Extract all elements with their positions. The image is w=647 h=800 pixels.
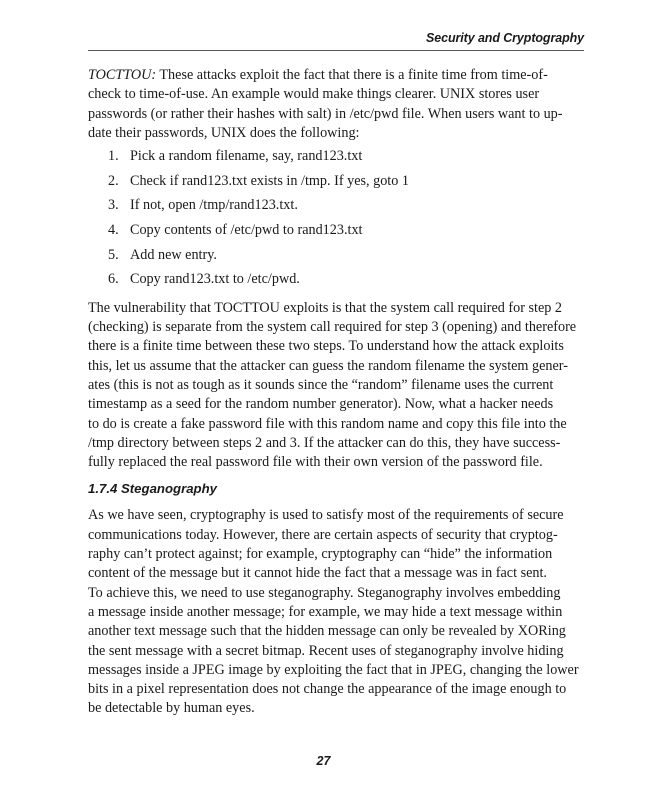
- list-text: Copy rand123.txt to /etc/pwd.: [130, 271, 300, 288]
- list-number: 4.: [108, 221, 119, 238]
- list-number: 6.: [108, 271, 119, 288]
- text-line: messages inside a JPEG image by exploiting the fact that in JPEG, changing the lower: [88, 661, 579, 678]
- text-line: fully replaced the real password file with their own version of the password file.: [88, 454, 543, 471]
- text-line: passwords (or rather their hashes with salt) in /etc/pwd file. When users want to up-: [88, 105, 563, 122]
- section-heading: 1.7.4 Steganography: [88, 481, 217, 497]
- text-line: raphy can’t protect against; for example, cryptography can “hide” the information: [88, 546, 553, 563]
- list-item: [88, 172, 584, 197]
- page-number: 27: [316, 754, 331, 768]
- text-line: another text message such that the hidden message can only be revealed by XORing: [88, 623, 566, 640]
- list-text: Pick a random filename, say, rand123.txt: [130, 148, 363, 165]
- list-item: [88, 270, 584, 295]
- list-number: 3.: [108, 197, 119, 214]
- list-text: If not, open /tmp/rand123.txt.: [130, 197, 298, 214]
- term-tocttou: TOCTTOU:: [88, 67, 157, 83]
- text-line: date their passwords, UNIX does the following:: [88, 124, 360, 141]
- vulnerability-paragraph: [88, 299, 584, 473]
- text-line: communications today. However, there are certain aspects of security that cryptog-: [88, 526, 558, 543]
- list-text: Add new entry.: [130, 246, 217, 263]
- list-text: Copy contents of /etc/pwd to rand123.txt: [130, 221, 363, 238]
- text-line: content of the message but it cannot hide the fact that a message was in fact sent.: [88, 565, 547, 582]
- list-number: 2.: [108, 172, 119, 189]
- text-line: be detectable by human eyes.: [88, 700, 255, 717]
- text-line: bits in a pixel representation does not change the appearance of the image enough to: [88, 681, 567, 698]
- text-line: to do is create a fake password file with this random name and copy this file into the: [88, 415, 567, 432]
- running-head: Security and Cryptography: [426, 31, 584, 45]
- steganography-paragraph: [88, 506, 584, 718]
- text-line: To achieve this, we need to use steganography. Steganography involves embedding: [88, 584, 561, 601]
- text-line: As we have seen, cryptography is used to satisfy most of the requirements of secure: [88, 507, 564, 524]
- text-line: TOCTTOU: These attacks exploit the fact that there is a finite time from time-of-: [88, 67, 548, 83]
- text-line: check to time-of-use. An example would make things clearer. UNIX stores user: [88, 86, 540, 103]
- list-item: [88, 147, 584, 172]
- intro-paragraph: [88, 66, 584, 143]
- list-item: [88, 221, 584, 246]
- list-text: Check if rand123.txt exists in /tmp. If yes, goto 1: [130, 172, 409, 189]
- text-line: timestamp as a seed for the random number generator). Now, what a hacker needs: [88, 396, 554, 413]
- list-number: 1.: [108, 148, 119, 165]
- text-line: a message inside another message; for example, we may hide a text message within: [88, 603, 563, 620]
- list-number: 5.: [108, 246, 119, 263]
- text-line: (checking) is separate from the system call required for step 3 (opening) and therefore: [88, 319, 577, 336]
- text-line: The vulnerability that TOCTTOU exploits is that the system call required for step 2: [88, 299, 563, 316]
- text-line: ates (this is not as tough as it sounds since the “random” filename uses the current: [88, 376, 554, 393]
- list-item: [88, 246, 584, 271]
- text-line: /tmp directory between steps 2 and 3. If the attacker can do this, they have success-: [88, 434, 561, 451]
- text-line: there is a finite time between these two steps. To understand how the attack exploits: [88, 338, 564, 355]
- text-line: the sent message with a secret bitmap. Recent uses of steganography involve hiding: [88, 642, 564, 659]
- list-item: [88, 196, 584, 221]
- page-body: [88, 66, 584, 719]
- header-rule: [88, 50, 584, 51]
- steps-list: [88, 147, 584, 295]
- text-line: this, let us assume that the attacker can guess the random filename the system gener-: [88, 357, 568, 374]
